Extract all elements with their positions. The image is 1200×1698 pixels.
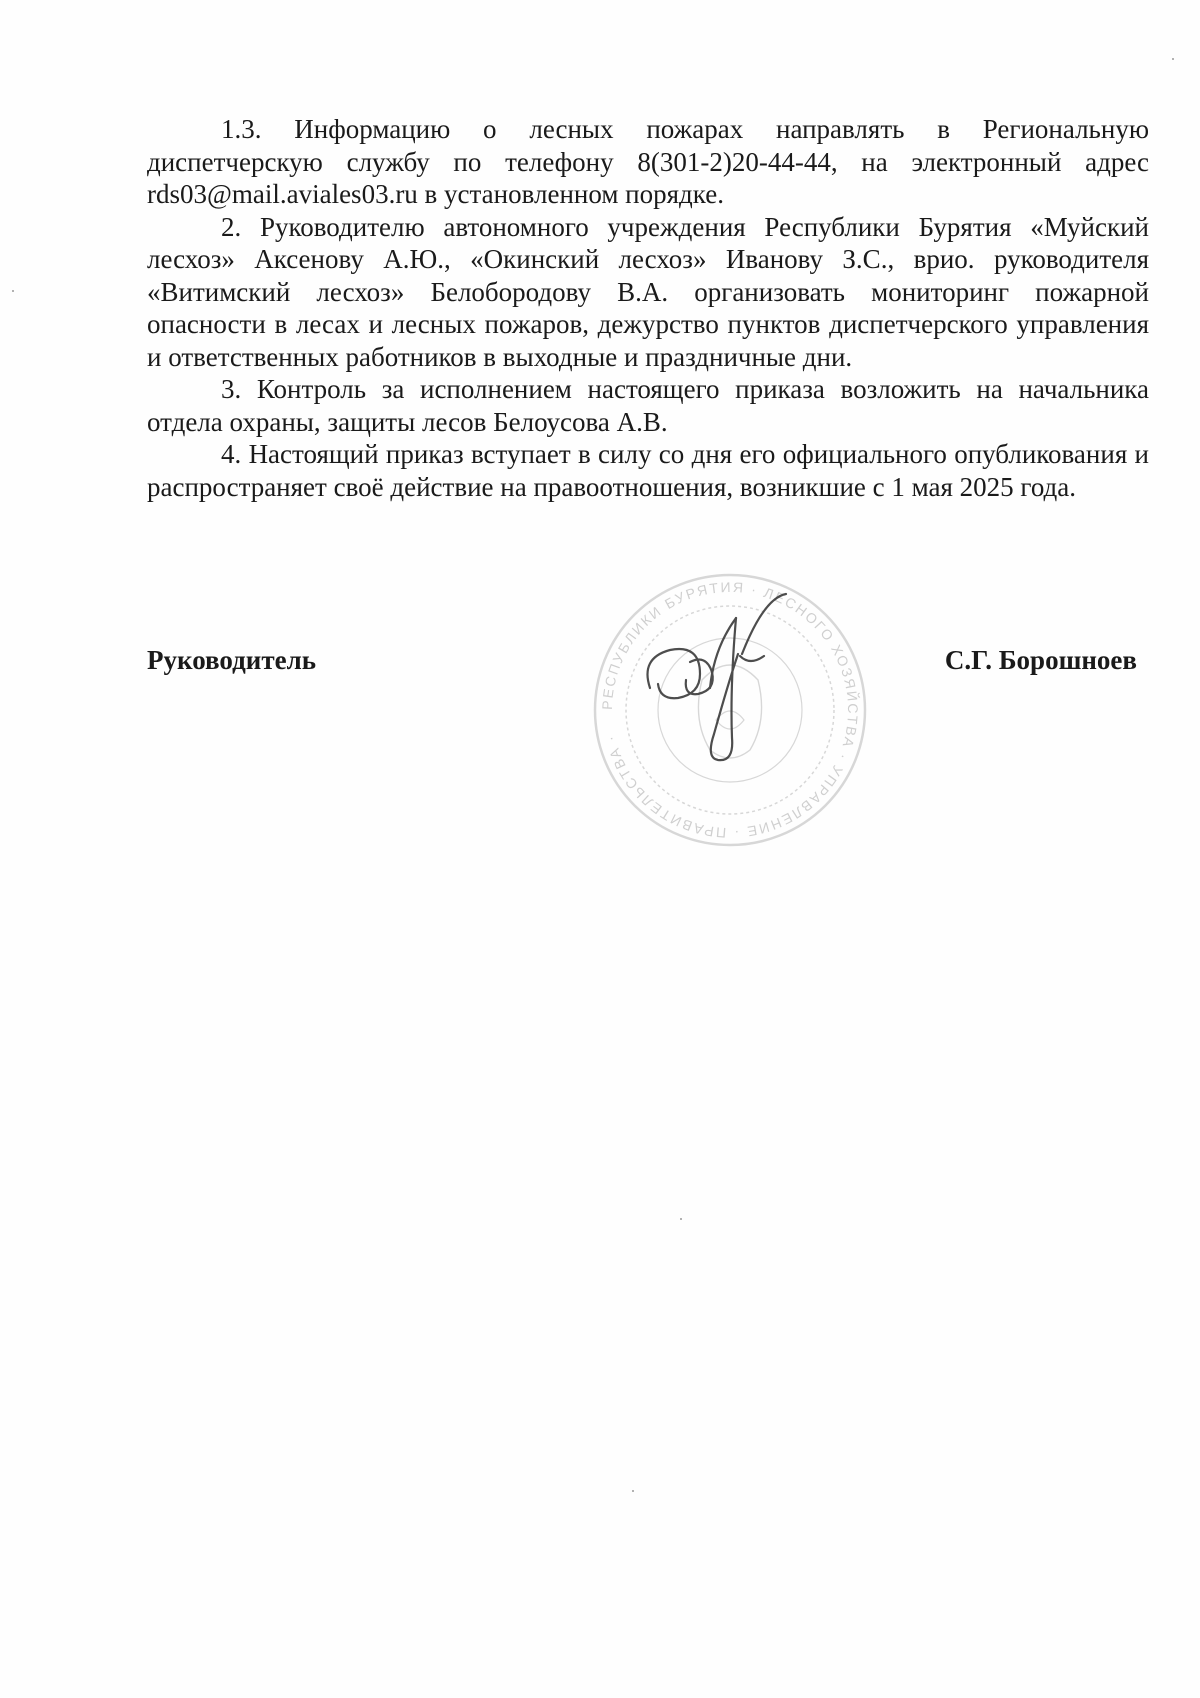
stamp-outer-text: РЕСПУБЛИКИ БУРЯТИЯ · ЛЕСНОГО ХОЗЯЙСТВА · УПРАВЛЕНИЕ · ПРАВИТЕЛЬСТВА · <box>598 578 862 842</box>
scan-speck <box>632 1490 634 1492</box>
stamp-outer-ring <box>595 575 865 845</box>
scan-speck <box>1172 58 1174 60</box>
official-seal-stamp <box>590 570 870 850</box>
paragraph-4: 4. Настоящий приказ вступает в силу со дня его официального опубликования и распространяет своё действие на правоотношения, возникшие с 1 мая 2025 года. <box>147 439 1149 502</box>
stamp-emblem-ring <box>658 638 802 782</box>
paragraph-1-3: 1.3. Информацию о лесных пожарах направлять в Региональную диспетчерскую службу по телефону 8(301-2)20-44-44, на электронный адрес rds03@mail.aviales03.ru в установленном порядке. <box>147 114 1149 209</box>
signer-name: С.Г. Борошноев <box>944 645 1137 675</box>
document-body <box>147 113 1149 503</box>
handwritten-signature <box>648 594 787 760</box>
scan-speck <box>12 290 14 292</box>
scan-speck <box>680 1218 682 1220</box>
stamp-inner-ring <box>626 606 834 814</box>
paragraph-3: 3. Контроль за исполнением настоящего приказа возложить на начальника отдела охраны, защиты лесов Белоусова А.В. <box>147 374 1149 437</box>
paragraph-2: 2. Руководителю автономного учреждения Республики Бурятия «Муйский лесхоз» Аксенову А.Ю., «Окинский лесхоз» Иванову З.С., врио. руководителя «Витимский лесхоз» Белобородову В.А. организовать мониторинг пожарной опасности в лесах и лесных пожаров, дежурство пунктов диспетчерского управления и ответственных работников в выходные и праздничные дни. <box>147 211 1149 372</box>
signer-position: Руководитель <box>147 645 317 675</box>
